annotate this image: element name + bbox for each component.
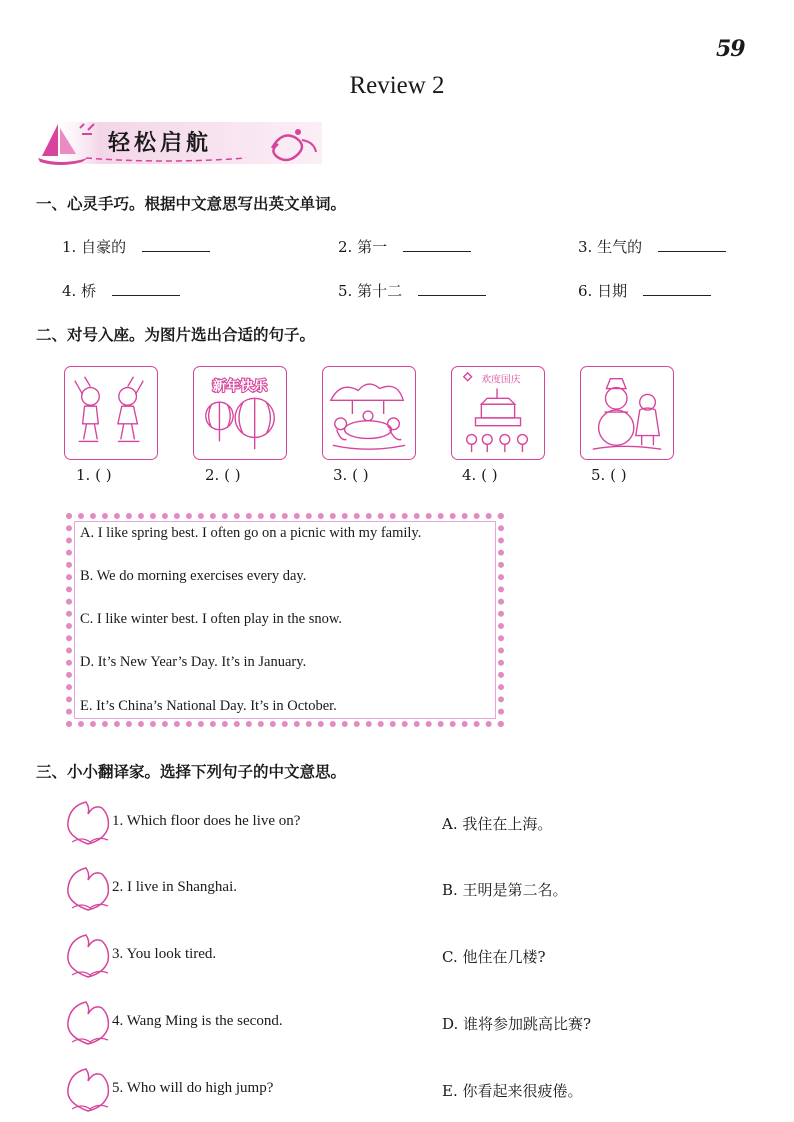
section1-heading: 一、心灵手巧。根据中文意思写出英文单词。 xyxy=(36,195,347,213)
vocab-label: 5. 第十二 xyxy=(338,282,403,300)
english-sentence: 4. Wang Ming is the second. xyxy=(112,1013,283,1029)
vocab-item xyxy=(62,280,180,301)
chinese-option: B. 王明是第二名。 xyxy=(442,881,568,899)
peach-icon xyxy=(64,933,112,979)
peach-icon xyxy=(64,800,112,846)
peach-icon xyxy=(64,1000,112,1046)
picnic-icon xyxy=(323,367,415,459)
answer-parentheses[interactable]: 5. ( ) xyxy=(591,466,627,484)
national-day-picture xyxy=(451,366,545,460)
vocab-item xyxy=(338,236,471,257)
peach-answer-box[interactable] xyxy=(64,866,112,912)
vocab-label: 2. 第一 xyxy=(338,238,388,256)
answer-blank[interactable] xyxy=(418,281,486,296)
section2-heading: 二、对号入座。为图片选出合适的句子。 xyxy=(36,326,316,344)
answer-blank[interactable] xyxy=(142,237,210,252)
peach-icon xyxy=(64,866,112,912)
vocab-label: 1. 自豪的 xyxy=(62,238,127,256)
answer-blank[interactable] xyxy=(403,237,471,252)
english-sentence: 1. Which floor does he live on? xyxy=(112,813,301,829)
peach-answer-box[interactable] xyxy=(64,800,112,846)
chinese-option: A. 我住在上海。 xyxy=(442,815,553,833)
chinese-option: D. 谁将参加跳高比赛? xyxy=(442,1015,592,1033)
english-sentence: 2. I live in Shanghai. xyxy=(112,879,237,895)
banner-title: 轻松启航 xyxy=(108,131,213,156)
vocab-label: 3. 生气的 xyxy=(578,238,643,256)
snowman-icon xyxy=(581,367,673,459)
section-banner xyxy=(36,118,324,170)
page-title: Review 2 xyxy=(349,72,445,99)
lanterns-icon xyxy=(194,367,286,459)
chinese-option: C. 他住在几楼? xyxy=(442,948,546,966)
option-e: E. It’s China’s National Day. It’s in October. xyxy=(80,698,337,714)
peach-answer-box[interactable] xyxy=(64,1067,112,1113)
vocab-item xyxy=(338,280,486,301)
answer-parentheses[interactable]: 1. ( ) xyxy=(76,466,112,484)
answer-parentheses[interactable]: 2. ( ) xyxy=(205,466,241,484)
chinese-option: E. 你看起来很疲倦。 xyxy=(442,1082,583,1100)
national-day-text: 欢度国庆 xyxy=(481,374,521,386)
answer-parentheses[interactable]: 4. ( ) xyxy=(462,466,498,484)
option-c: C. I like winter best. I often play in the snow. xyxy=(80,611,343,627)
vocab-item xyxy=(578,236,726,257)
morning-exercise-picture xyxy=(64,366,158,460)
tiananmen-icon xyxy=(452,367,544,459)
page-number: 59 xyxy=(716,36,745,62)
vocab-label: 4. 桥 xyxy=(62,282,97,300)
option-a: A. I like spring best. I often go on a picnic with my family. xyxy=(80,525,422,541)
answer-parentheses[interactable]: 3. ( ) xyxy=(333,466,369,484)
peach-icon xyxy=(64,1067,112,1113)
answer-blank[interactable] xyxy=(658,237,726,252)
snowman-picture xyxy=(580,366,674,460)
new-year-text: 新年快乐 xyxy=(212,378,268,395)
english-sentence: 5. Who will do high jump? xyxy=(112,1080,274,1096)
english-sentence: 3. You look tired. xyxy=(112,946,217,962)
spring-picnic-picture xyxy=(322,366,416,460)
option-b: B. We do morning exercises every day. xyxy=(80,568,307,584)
option-d: D. It’s New Year’s Day. It’s in January. xyxy=(80,654,307,670)
vocab-item xyxy=(62,236,210,257)
vocab-item xyxy=(578,280,711,301)
answer-blank[interactable] xyxy=(643,281,711,296)
peach-answer-box[interactable] xyxy=(64,1000,112,1046)
peach-answer-box[interactable] xyxy=(64,933,112,979)
morning-exercise-icon xyxy=(65,367,157,459)
vocab-label: 6. 日期 xyxy=(578,282,628,300)
new-year-lanterns-picture xyxy=(193,366,287,460)
answer-blank[interactable] xyxy=(112,281,180,296)
section3-heading: 三、小小翻译家。选择下列句子的中文意思。 xyxy=(36,763,347,781)
